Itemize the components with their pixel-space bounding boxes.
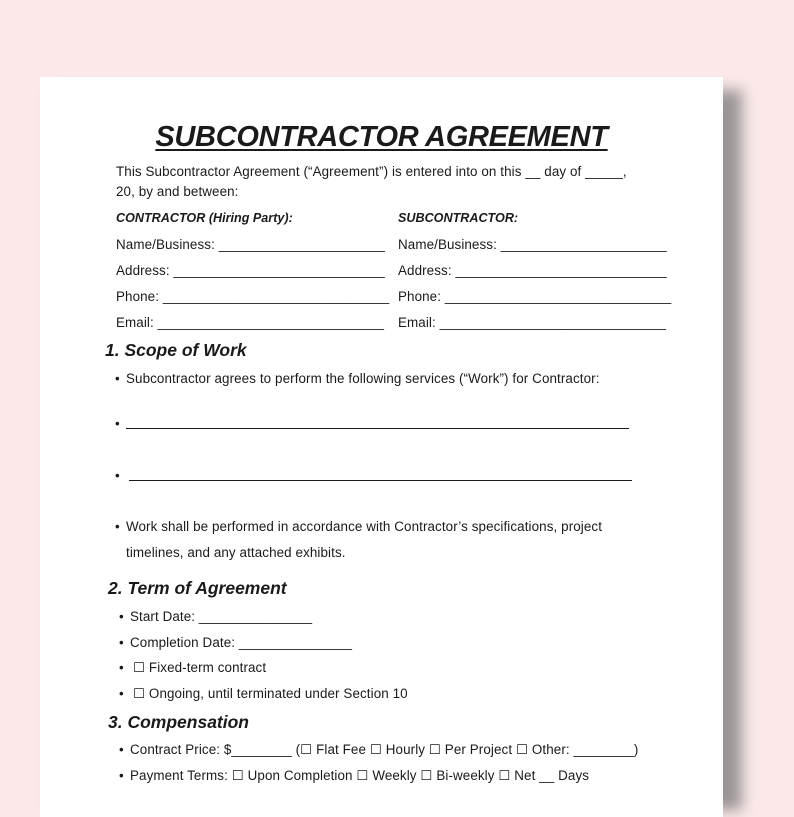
bullet: • (115, 519, 120, 534)
subcontractor-heading: SUBCONTRACTOR: (398, 211, 519, 225)
subcontractor-address-field[interactable]: Address: ____________________________ (398, 263, 667, 278)
scope-blank-line-2[interactable] (129, 480, 632, 481)
section-2-heading: 2. Term of Agreement (108, 578, 287, 598)
bullet: • (115, 416, 120, 431)
intro-line-2: 20, by and between: (116, 184, 239, 199)
intro-line-1: This Subcontractor Agreement (“Agreement”) is entered into on this __ day of _____, (116, 164, 627, 179)
section-3-heading: 3. Compensation (108, 712, 249, 732)
bullet: • (119, 660, 124, 675)
bullet: • (119, 609, 124, 624)
start-date-field[interactable]: Start Date: _______________ (130, 609, 313, 624)
ongoing-checkbox[interactable]: ☐ Ongoing, until terminated under Section 10 (133, 686, 408, 701)
contractor-address-field[interactable]: Address: ____________________________ (116, 263, 385, 278)
contractor-heading: CONTRACTOR (Hiring Party): (116, 211, 293, 225)
subcontractor-name-field[interactable]: Name/Business: ______________________ (398, 237, 667, 252)
document-title: SUBCONTRACTOR AGREEMENT (155, 121, 608, 153)
scope-note-line-1: Work shall be performed in accordance with Contractor’s specifications, project (126, 519, 603, 534)
subcontractor-phone-field[interactable]: Phone: ______________________________ (398, 289, 672, 304)
bullet: • (119, 686, 124, 701)
section-1-heading: 1. Scope of Work (105, 340, 247, 360)
scope-note-line-2: timelines, and any attached exhibits. (126, 545, 346, 560)
bullet: • (115, 468, 120, 483)
contractor-email-field[interactable]: Email: ______________________________ (116, 315, 385, 330)
bullet: • (119, 742, 124, 757)
contractor-phone-field[interactable]: Phone: ______________________________ (116, 289, 390, 304)
contractor-name-field[interactable]: Name/Business: ______________________ (116, 237, 385, 252)
subcontractor-email-field[interactable]: Email: ______________________________ (398, 315, 667, 330)
scope-intro: Subcontractor agrees to perform the following services (“Work”) for Contractor: (126, 371, 600, 386)
bullet: • (115, 371, 120, 386)
payment-terms-field[interactable]: Payment Terms: ☐ Upon Completion ☐ Weekly ☐ Bi-weekly ☐ Net __ Days (130, 768, 590, 783)
bullet: • (119, 635, 124, 650)
fixed-term-checkbox[interactable]: ☐ Fixed-term contract (133, 660, 267, 675)
bullet: • (119, 768, 124, 783)
document-page (40, 77, 723, 817)
scope-blank-line-1[interactable] (126, 428, 629, 429)
completion-date-field[interactable]: Completion Date: _______________ (130, 635, 353, 650)
contract-price-field[interactable]: Contract Price: $________ (☐ Flat Fee ☐ Hourly ☐ Per Project ☐ Other: ________) (130, 742, 639, 757)
